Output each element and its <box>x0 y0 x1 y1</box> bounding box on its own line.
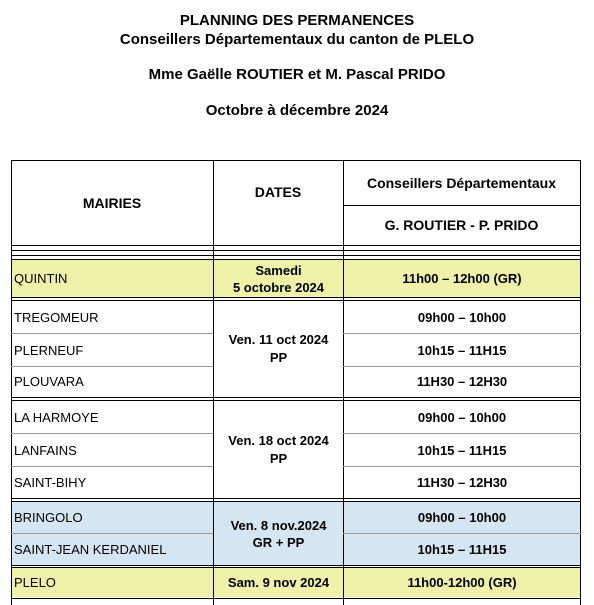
mairie-label: PLERNEUF <box>14 342 84 358</box>
row-divider <box>11 565 581 566</box>
row-divider <box>11 333 213 334</box>
time-cell <box>344 568 580 597</box>
header-mairies <box>11 161 213 245</box>
header-divider <box>11 250 581 251</box>
row-divider <box>343 533 581 534</box>
mairie-cell <box>12 401 213 433</box>
date-cell <box>214 502 343 565</box>
time-cell <box>344 534 580 565</box>
header-divider <box>11 259 581 260</box>
time-label: 10h15 – 11H15 <box>417 442 507 458</box>
row-divider <box>11 300 581 301</box>
table-border <box>11 160 12 605</box>
time-label: 09h00 – 10h00 <box>417 510 507 525</box>
mairie-label: LANFAINS <box>14 442 77 458</box>
mairie-label: PLELO <box>14 575 56 590</box>
row-divider <box>343 466 581 467</box>
mairie-cell <box>12 301 213 333</box>
header-divider <box>11 245 581 246</box>
date-line-2: 5 octobre 2024 <box>232 279 325 295</box>
time-cell <box>344 301 580 333</box>
mairie-label: QUINTIN <box>14 271 68 286</box>
date-line-1: Ven. 18 oct 2024 <box>228 432 329 448</box>
row-divider <box>11 400 581 401</box>
header-divider <box>343 205 581 206</box>
row-divider <box>11 498 581 499</box>
date-line-2: GR + PP <box>252 534 305 550</box>
header-divider <box>11 255 581 256</box>
mairie-label: TREGOMEUR <box>14 309 99 325</box>
mairie-cell <box>12 467 213 498</box>
row-divider <box>11 433 213 434</box>
mairie-cell <box>12 502 213 533</box>
date-line-1: Samedi <box>255 262 302 278</box>
mairie-cell <box>12 334 213 366</box>
row-divider <box>11 366 213 367</box>
councillors-names: Mme Gaëlle ROUTIER et M. Pascal PRIDO <box>148 66 446 83</box>
table-border <box>580 160 581 605</box>
row-divider <box>11 501 581 502</box>
time-label: 09h00 – 10h00 <box>417 309 507 325</box>
date-line-2: PP <box>269 450 288 466</box>
date-line-2: PP <box>269 350 288 365</box>
column-divider <box>343 160 344 605</box>
period: Octobre à décembre 2024 <box>205 102 389 119</box>
mairie-cell <box>12 260 213 297</box>
header-conseillers-sub <box>343 205 580 245</box>
row-divider <box>343 333 581 334</box>
date-line-1: Ven. 8 nov.2024 <box>230 517 327 533</box>
row-divider <box>343 366 581 367</box>
date-line-1: Ven. 11 oct 2024 <box>228 332 329 347</box>
mairie-label: SAINT-JEAN KERDANIEL <box>14 542 167 557</box>
time-label: 10h15 – 11H15 <box>417 342 507 358</box>
header-conseillers <box>343 161 580 205</box>
mairie-label: PLOUVARA <box>14 374 84 389</box>
time-cell <box>344 260 580 297</box>
time-cell <box>344 334 580 366</box>
time-cell <box>344 434 580 466</box>
time-label: 11h00 – 12h00 (GR) <box>402 271 522 286</box>
mairie-cell <box>12 434 213 466</box>
column-divider <box>213 160 214 605</box>
header-dates-label: DATES <box>254 184 302 200</box>
mairie-cell <box>12 366 213 397</box>
mairie-label: SAINT-BIHY <box>14 475 87 490</box>
time-label: 10h15 – 11H15 <box>417 542 507 557</box>
time-cell <box>344 467 580 498</box>
mairie-cell <box>12 568 213 597</box>
date-cell <box>214 568 343 597</box>
row-divider <box>11 397 581 398</box>
header-conseillers-sub-label: G. ROUTIER - P. PRIDO <box>384 217 539 233</box>
time-label: 09h00 – 10h00 <box>417 409 507 425</box>
row-divider <box>11 297 581 298</box>
time-cell <box>344 401 580 433</box>
row-divider <box>11 533 213 534</box>
row-divider <box>11 567 581 568</box>
time-cell <box>344 366 580 397</box>
mairie-label: BRINGOLO <box>14 510 83 525</box>
mairie-cell <box>12 534 213 565</box>
date-cell <box>214 260 343 297</box>
date-cell <box>214 401 343 498</box>
time-label: 11H30 – 12H30 <box>416 374 508 389</box>
row-divider <box>343 433 581 434</box>
date-line-1: Sam. 9 nov 2024 <box>227 575 330 590</box>
time-cell <box>344 502 580 533</box>
time-label: 11H30 – 12H30 <box>416 475 508 490</box>
mairie-label: LA HARMOYE <box>14 409 99 425</box>
header-conseillers-label: Conseillers Départementaux <box>366 175 557 191</box>
header-dates <box>213 161 343 223</box>
table-border <box>11 598 581 599</box>
header-mairies-label: MAIRIES <box>82 195 142 211</box>
row-divider <box>11 466 213 467</box>
title-line-2: Conseillers Départementaux du canton de PLELO <box>119 31 475 48</box>
date-cell <box>214 301 343 397</box>
title-line-1: PLANNING DES PERMANENCES <box>179 12 415 29</box>
time-label: 11h00-12h00 (GR) <box>407 575 517 590</box>
table-border <box>11 160 581 161</box>
